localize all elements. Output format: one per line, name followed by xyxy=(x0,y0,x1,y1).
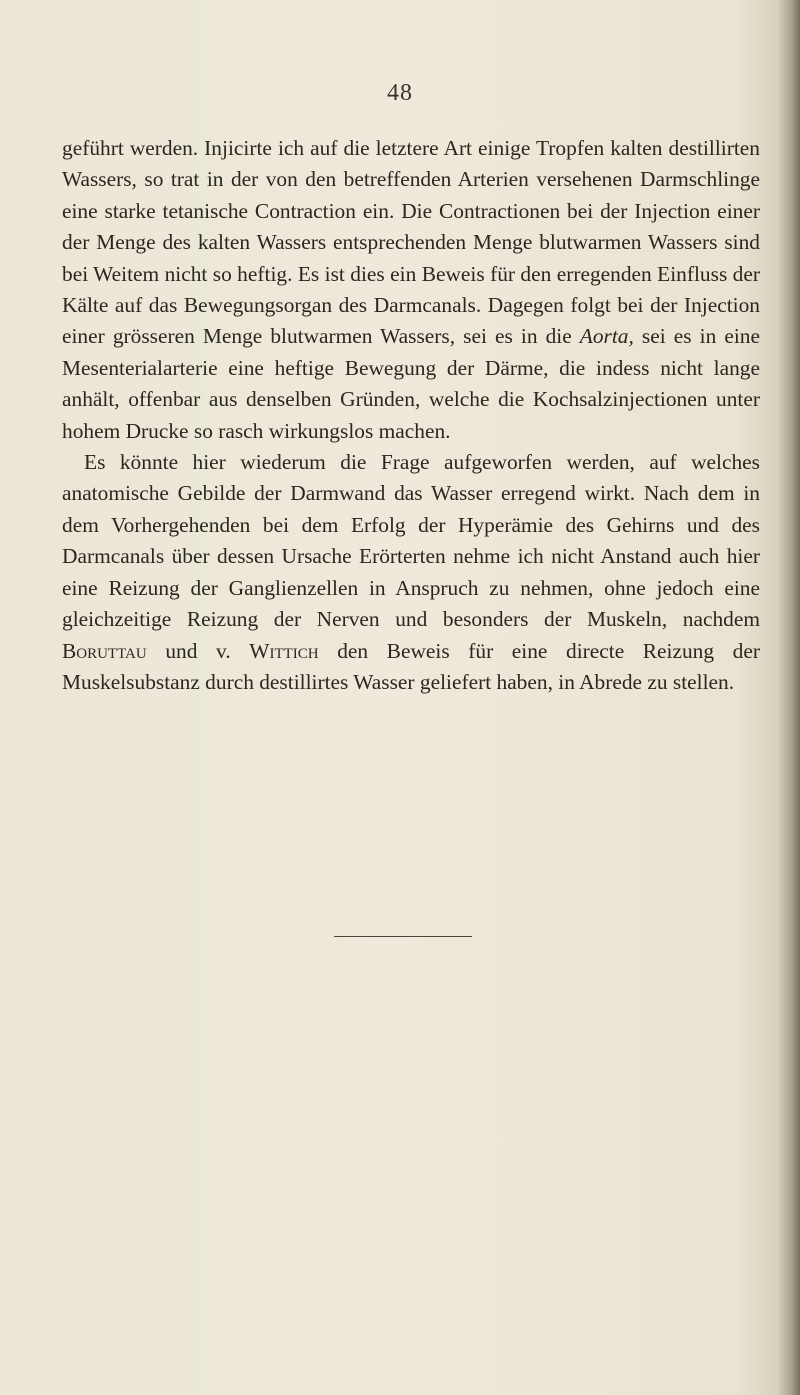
page-edge-shadow xyxy=(778,0,800,1395)
author-name-wittich: Wittich xyxy=(249,638,319,663)
paragraph-1 xyxy=(62,133,760,447)
paragraph-2-text: Es könnte hier wiederum die Frage aufgeworfen werden, auf welches anatomische Gebilde der Darmwand das Wasser erregend wirkt. Nach dem in dem Vorhergehenden bei dem Erfolg der Hyperämie des Gehirns und des Darmcanals über dessen Ursache Erörterten nehme ich nicht Anstand auch hier eine Reizung der Ganglienzellen in Anspruch zu nehmen, ohne jedoch eine gleichzeitige Reizung der Nerven und besonders der Muskeln, nachdem xyxy=(62,450,760,632)
body-text xyxy=(62,133,760,698)
italic-term-aorta: Aorta, xyxy=(579,324,634,349)
paragraph-1-text-end: sei es in eine Mesenterialarterie eine heftige Bewegung der Därme, die indess nicht lange anhält, offenbar aus denselben Gründen, welche die Kochsalzinjectionen unter hohem Drucke so rasch wirkungslos machen. xyxy=(62,324,760,443)
paragraph-2-text-mid: und v. xyxy=(146,638,250,663)
paragraph-2-text-end: den Beweis für eine directe Reizung der Muskelsubstanz durch destillirtes Wasser geliefert haben, in Abrede zu stellen. xyxy=(62,638,760,694)
paragraph-1-text: geführt werden. Injicirte ich auf die letztere Art einige Tropfen kalten destillirten Wassers, so trat in der von den betreffenden Arterien versehenen Darmschlinge eine starke tetanische Contraction ein. Die Contractionen bei der Injection einer der Menge des kalten Wassers entsprechenden Menge blutwarmen Wassers sind bei Weitem nicht so heftig. Es ist dies ein Beweis für den erregenden Einfluss der Kälte auf das Bewegungsorgan des Darmcanals. Dagegen folgt bei der Injection einer grösseren Menge blutwarmen Wassers, sei es in die xyxy=(62,136,760,349)
page-number: 48 xyxy=(387,80,413,106)
paragraph-2 xyxy=(62,447,760,698)
author-name-boruttau: Boruttau xyxy=(62,638,147,663)
section-end-rule xyxy=(334,936,472,937)
